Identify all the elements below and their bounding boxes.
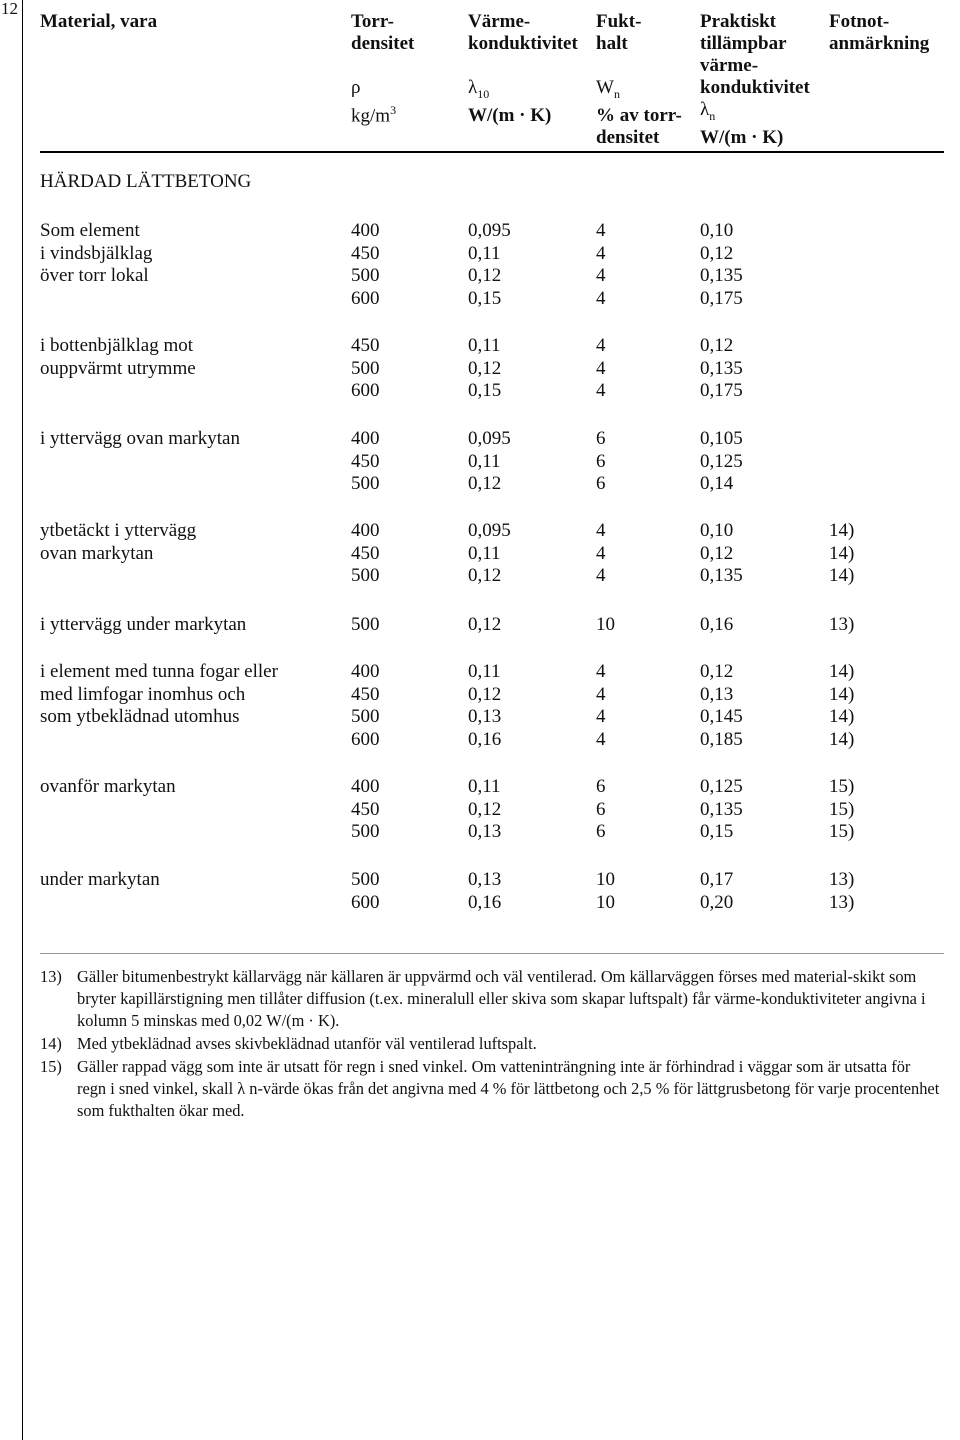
cell-footnote: 14) (829, 542, 855, 564)
header-footnote-line-1: Fotnot- (829, 11, 890, 32)
table-row (0, 288, 960, 311)
cell-footnote: 14) (829, 520, 855, 541)
cell-moisture: 6 (596, 798, 606, 820)
cell-moisture: 6 (596, 428, 606, 449)
cell-density: 450 (351, 242, 380, 264)
cell-density: 450 (351, 683, 380, 705)
header-conductivity (468, 11, 578, 127)
table-group (0, 520, 960, 588)
table-group (0, 661, 960, 751)
table-group (0, 220, 960, 310)
cell-conductivity: 0,15 (468, 380, 502, 401)
cell-density: 400 (351, 776, 380, 797)
cell-practical: 0,17 (700, 869, 734, 890)
footnote-rule (40, 953, 944, 954)
cell-conductivity: 0,095 (468, 220, 511, 241)
header-practical (700, 11, 810, 149)
cell-moisture: 6 (596, 473, 606, 494)
cell-material: ytbetäckt i yttervägg (40, 520, 197, 541)
page-number: 12 (1, 0, 18, 18)
cell-density: 500 (351, 357, 380, 379)
cell-conductivity: 0,11 (468, 335, 501, 356)
header-density (351, 11, 414, 127)
cell-density: 400 (351, 520, 380, 541)
cell-material: Som element (40, 220, 140, 241)
header-practical-line-2: tillämpbar (700, 33, 787, 54)
cell-moisture: 6 (596, 821, 606, 842)
table-row (0, 869, 960, 892)
cell-density: 400 (351, 220, 380, 241)
cell-density: 500 (351, 821, 380, 842)
header-material-label: Material, vara (40, 11, 158, 32)
cell-practical: 0,14 (700, 473, 734, 494)
header-density-unit-exp: 3 (390, 103, 397, 117)
table-row (0, 520, 960, 543)
cell-density: 600 (351, 728, 380, 750)
cell-practical: 0,12 (700, 335, 734, 356)
cell-conductivity: 0,13 (468, 821, 502, 842)
table-group (0, 776, 960, 844)
header-conductivity-line-2: konduktivitet (468, 33, 578, 54)
cell-conductivity: 0,11 (468, 776, 501, 797)
footnote-item (40, 1033, 940, 1055)
header-practical-symbol-base: λ (700, 99, 710, 120)
table-row (0, 799, 960, 822)
cell-footnote: 14) (829, 565, 855, 586)
header-conductivity-line-1: Värme- (468, 11, 531, 32)
cell-conductivity: 0,15 (468, 287, 502, 309)
cell-conductivity: 0,12 (468, 357, 502, 379)
header-moisture (596, 11, 682, 149)
cell-moisture: 4 (596, 661, 606, 682)
footnote-id: 13) (40, 967, 62, 986)
section-title: HÄRDAD LÄTTBETONG (40, 171, 252, 192)
header-moisture-blank (596, 55, 682, 77)
header-conductivity-unit: W/(m · K) (468, 104, 552, 126)
cell-practical: 0,125 (700, 450, 743, 472)
footnote-item (40, 1056, 940, 1122)
cell-moisture: 4 (596, 335, 606, 356)
cell-material: under markytan (40, 869, 160, 890)
cell-footnote: 15) (829, 776, 855, 797)
cell-moisture: 10 (596, 869, 615, 890)
table-row (0, 265, 960, 288)
cell-moisture: 4 (596, 706, 606, 727)
cell-density: 600 (351, 891, 380, 913)
header-conductivity-blank (468, 55, 578, 77)
cell-practical: 0,125 (700, 776, 743, 797)
cell-density: 400 (351, 661, 380, 682)
cell-practical: 0,16 (700, 614, 734, 635)
cell-moisture: 6 (596, 776, 606, 797)
cell-moisture: 4 (596, 728, 606, 750)
header-moisture-unit: % av torr- (596, 104, 682, 126)
footnote-text: Med ytbeklädnad avses skivbeklädnad utanför väl ventilerad luftspalt. (77, 1034, 537, 1053)
cell-moisture: 4 (596, 242, 606, 264)
cell-footnote: 14) (829, 728, 855, 750)
cell-moisture: 6 (596, 450, 606, 472)
cell-moisture: 4 (596, 520, 606, 541)
header-footnote (829, 11, 929, 55)
header-density-line-2: densitet (351, 33, 415, 54)
cell-footnote: 15) (829, 821, 855, 842)
cell-footnote: 14) (829, 661, 855, 682)
cell-material: som ytbeklädnad utomhus (40, 706, 240, 727)
cell-density: 500 (351, 706, 380, 727)
cell-conductivity: 0,11 (468, 242, 501, 264)
cell-footnote: 15) (829, 798, 855, 820)
cell-practical: 0,145 (700, 706, 743, 727)
cell-moisture: 10 (596, 614, 615, 635)
table-row (0, 335, 960, 358)
table-row (0, 451, 960, 474)
table-row (0, 776, 960, 799)
header-moisture-line-1: Fukt- (596, 11, 642, 32)
table-group (0, 428, 960, 496)
cell-footnote: 13) (829, 891, 855, 913)
cell-practical: 0,105 (700, 428, 743, 449)
table-group (0, 335, 960, 403)
header-material (40, 11, 157, 33)
table-row (0, 543, 960, 566)
header-density-blank (351, 55, 414, 77)
header-practical-symbol (700, 99, 810, 127)
cell-conductivity: 0,12 (468, 565, 502, 586)
cell-material: ovan markytan (40, 542, 154, 564)
cell-practical: 0,15 (700, 821, 734, 842)
header-moisture-unit-2: densitet (596, 126, 660, 148)
cell-moisture: 4 (596, 683, 606, 705)
footnote-text: Gäller bitumenbestrykt källarvägg när källaren är uppvärmd och väl ventilerad. Om källarväggen förses med material-skikt som bryter kapillärstigning men tillåter diffusion (t.ex. mineralull eller skiva som skapar luftspalt) får värme-konduktiviteter angivna i kolumn 5 minskas med 0,02 W/(m · K). (77, 967, 926, 1030)
cell-density: 500 (351, 565, 380, 586)
cell-moisture: 4 (596, 265, 606, 286)
header-conductivity-symbol-base: λ (468, 77, 478, 98)
table-row (0, 473, 960, 496)
cell-conductivity: 0,095 (468, 428, 511, 449)
cell-material: i element med tunna fogar eller (40, 661, 278, 682)
footnote-list (40, 966, 940, 1123)
cell-practical: 0,135 (700, 357, 743, 379)
cell-practical: 0,10 (700, 220, 734, 241)
cell-density: 500 (351, 265, 380, 286)
cell-moisture: 10 (596, 891, 615, 913)
cell-practical: 0,13 (700, 683, 734, 705)
cell-footnote: 14) (829, 683, 855, 705)
cell-density: 450 (351, 335, 380, 356)
table-row (0, 821, 960, 844)
cell-conductivity: 0,11 (468, 450, 501, 472)
cell-density: 600 (351, 287, 380, 309)
cell-material: ouppvärmt utrymme (40, 357, 196, 379)
cell-material: ovanför markytan (40, 776, 176, 797)
table-row (0, 684, 960, 707)
header-density-unit-base: kg/m (351, 105, 391, 127)
cell-practical: 0,12 (700, 242, 734, 264)
table-row (0, 380, 960, 403)
cell-density: 500 (351, 614, 380, 635)
footnote-text: Gäller rappad vägg som inte är utsatt för regn i sned vinkel. Om vatteninträngning inte är förhindrad i väggar som är utsatta för regn i sned vinkel, skall λ n-värde ökas från det angivna med 4 % för lättbetong och 2,5 % för lättgrusbetong för varje procentenhet som fukthalten ökar med. (77, 1057, 940, 1120)
header-practical-line-4: konduktivitet (700, 77, 810, 98)
cell-material: i yttervägg ovan markytan (40, 428, 240, 449)
footnote-id: 15) (40, 1057, 62, 1076)
cell-footnote: 13) (829, 614, 855, 635)
header-density-unit (351, 99, 414, 127)
cell-conductivity: 0,095 (468, 520, 511, 541)
cell-conductivity: 0,12 (468, 798, 502, 820)
cell-density: 400 (351, 428, 380, 449)
cell-practical: 0,185 (700, 728, 743, 750)
cell-practical: 0,175 (700, 287, 743, 309)
header-moisture-line-2: halt (596, 33, 628, 54)
footnote-id: 14) (40, 1034, 62, 1053)
cell-practical: 0,20 (700, 891, 734, 913)
cell-practical: 0,10 (700, 520, 734, 541)
table-row (0, 243, 960, 266)
header-density-line-1: Torr- (351, 11, 394, 32)
table-row (0, 892, 960, 915)
table-group (0, 869, 960, 914)
header-practical-line-3: värme- (700, 55, 759, 76)
cell-moisture: 4 (596, 220, 606, 241)
header-moisture-symbol (596, 77, 682, 105)
cell-moisture: 4 (596, 287, 606, 309)
table-row (0, 614, 960, 637)
cell-moisture: 4 (596, 542, 606, 564)
table-row (0, 565, 960, 588)
header-density-symbol: ρ (351, 77, 361, 98)
table-row (0, 729, 960, 752)
header-moisture-symbol-base: W (596, 77, 614, 98)
cell-conductivity: 0,12 (468, 473, 502, 494)
table-row (0, 358, 960, 381)
cell-footnote: 13) (829, 869, 855, 890)
cell-practical: 0,135 (700, 798, 743, 820)
cell-moisture: 4 (596, 380, 606, 401)
cell-material: i yttervägg under markytan (40, 614, 247, 635)
table-row (0, 661, 960, 684)
cell-practical: 0,135 (700, 265, 743, 286)
cell-conductivity: 0,13 (468, 706, 502, 727)
header-rule (40, 151, 944, 153)
cell-density: 450 (351, 542, 380, 564)
cell-material: i bottenbjälklag mot (40, 335, 194, 356)
header-footnote-line-2: anmärkning (829, 33, 930, 54)
cell-practical: 0,12 (700, 661, 734, 682)
cell-material: med limfogar inomhus och (40, 683, 246, 705)
cell-conductivity: 0,12 (468, 265, 502, 286)
cell-conductivity: 0,11 (468, 542, 501, 564)
cell-conductivity: 0,13 (468, 869, 502, 890)
footnote-item (40, 966, 940, 1032)
header-practical-line-1: Praktiskt (700, 11, 776, 32)
header-practical-symbol-sub: n (709, 108, 716, 123)
header-practical-unit: W/(m · K) (700, 126, 784, 148)
header-conductivity-symbol-sub: 10 (477, 86, 490, 101)
table-row (0, 428, 960, 451)
cell-moisture: 4 (596, 357, 606, 379)
header-moisture-symbol-sub: n (613, 86, 620, 101)
cell-material: över torr lokal (40, 265, 149, 286)
header-conductivity-symbol (468, 77, 578, 105)
cell-practical: 0,175 (700, 380, 743, 401)
cell-density: 450 (351, 450, 380, 472)
cell-conductivity: 0,12 (468, 614, 502, 635)
cell-footnote: 14) (829, 706, 855, 727)
cell-moisture: 4 (596, 565, 606, 586)
cell-conductivity: 0,11 (468, 661, 501, 682)
table-row (0, 706, 960, 729)
table-row (0, 220, 960, 243)
cell-conductivity: 0,12 (468, 683, 502, 705)
cell-density: 500 (351, 473, 380, 494)
cell-density: 450 (351, 798, 380, 820)
cell-practical: 0,12 (700, 542, 734, 564)
cell-conductivity: 0,16 (468, 891, 502, 913)
cell-conductivity: 0,16 (468, 728, 502, 750)
cell-density: 600 (351, 380, 380, 401)
table-group (0, 614, 960, 637)
cell-material: i vindsbjälklag (40, 242, 153, 264)
cell-density: 500 (351, 869, 380, 890)
cell-practical: 0,135 (700, 565, 743, 586)
